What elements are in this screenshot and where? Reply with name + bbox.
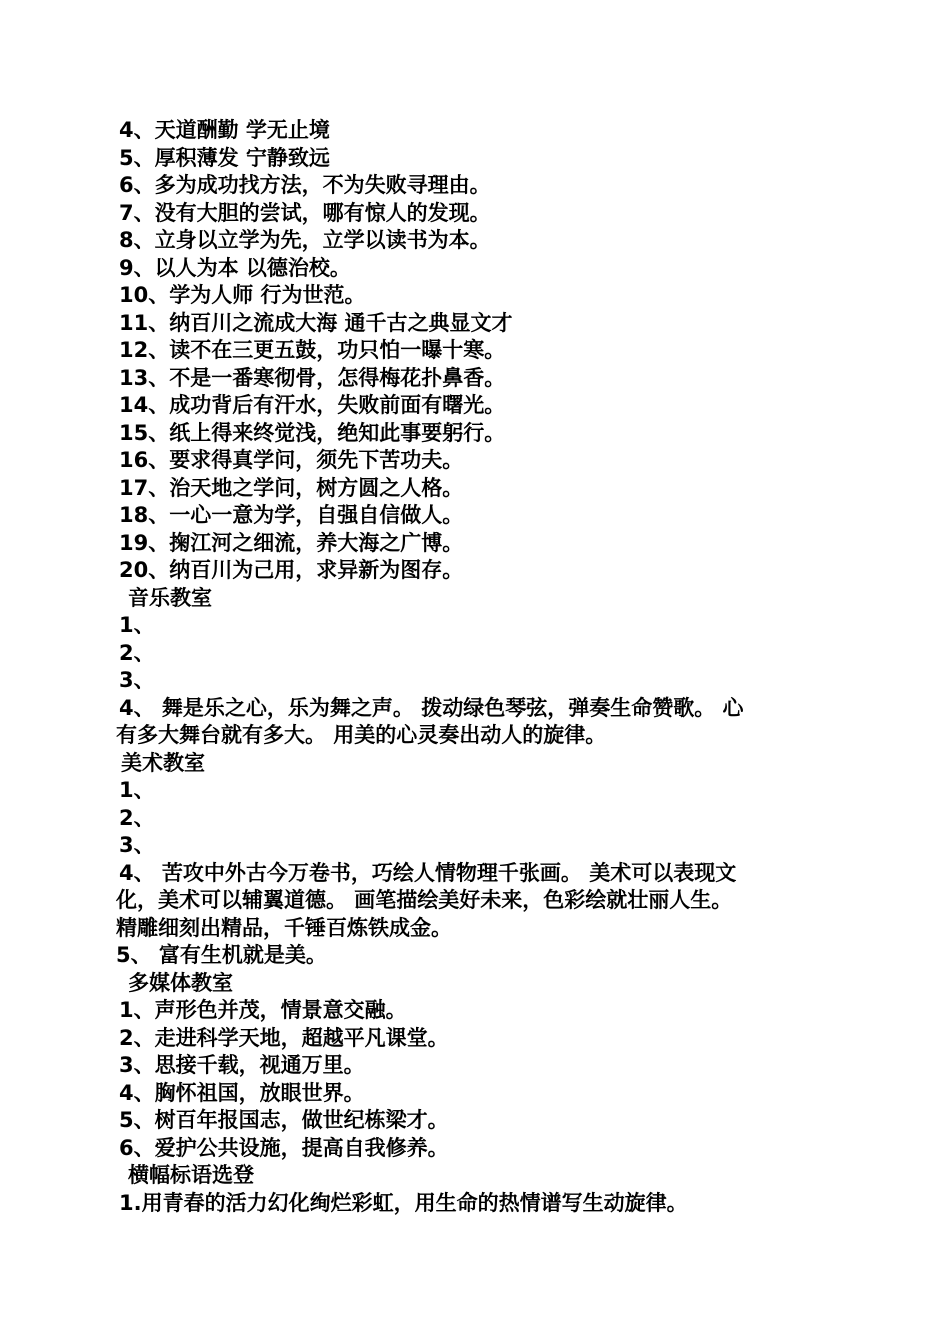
slogan-line: 16、要求得真学问，须先下苦功夫。	[119, 448, 464, 472]
section-heading-music: 音乐教室	[128, 585, 212, 610]
slogan-line: 11、纳百川之流成大海 通千古之典显文才	[119, 310, 513, 335]
list-item: 5、 富有生机就是美。	[116, 943, 327, 967]
slogan-line: 15、纸上得来终觉浅，绝知此事要躬行。	[119, 420, 506, 445]
list-item: 2、	[119, 805, 155, 830]
section-heading-multimedia: 多媒体教室	[128, 970, 233, 995]
list-item: 3、	[119, 668, 155, 692]
slogan-line: 4、天道酬勤 学无止境	[119, 118, 330, 142]
slogan-line: 6、多为成功找方法，不为失败寻理由。	[119, 173, 491, 197]
slogan-line: 17、治天地之学问，树方圆之人格。	[119, 475, 464, 500]
list-item: 1、	[119, 613, 155, 637]
section-heading-banner: 横幅标语选登	[128, 1163, 254, 1187]
list-item: 1、声形色并茂，情景意交融。	[119, 998, 407, 1022]
section-heading-art: 美术教室	[121, 750, 205, 775]
list-item: 1.用青春的活力幻化绚烂彩虹，用生命的热情谱写生动旋律。	[119, 1190, 688, 1215]
slogan-line: 8、立身以立学为先，立学以读书为本。	[119, 228, 491, 252]
slogan-line: 7、没有大胆的尝试，哪有惊人的发现。	[119, 200, 491, 225]
list-item: 3、	[119, 833, 155, 857]
slogan-line: 10、学为人师 行为世范。	[119, 283, 366, 307]
paragraph-line: 精雕细刻出精品，千锤百炼铁成金。	[116, 915, 452, 940]
list-item: 3、思接千载，视通万里。	[119, 1053, 365, 1077]
list-item: 1、	[119, 778, 155, 802]
paragraph-line: 化，美术可以辅翼道德。 画笔描绘美好未来，色彩绘就壮丽人生。	[116, 888, 733, 912]
list-item: 2、走进科学天地，超越平凡课堂。	[119, 1025, 449, 1050]
paragraph-line: 4、 舞是乐之心，乐为舞之声。 拨动绿色琴弦，弹奏生命赞歌。 心	[119, 695, 744, 720]
slogan-line: 18、一心一意为学，自强自信做人。	[119, 503, 464, 527]
slogan-line: 9、以人为本 以德治校。	[119, 255, 351, 280]
slogan-line: 13、不是一番寒彻骨，怎得梅花扑鼻香。	[119, 365, 506, 390]
list-item: 6、爱护公共设施，提高自我修养。	[119, 1135, 449, 1160]
slogan-line: 5、厚积薄发 宁静致远	[119, 145, 330, 170]
slogan-line: 20、纳百川为己用，求异新为图存。	[119, 558, 464, 582]
list-item: 5、树百年报国志，做世纪栋梁才。	[119, 1108, 449, 1132]
slogan-line: 12、读不在三更五鼓，功只怕一曝十寒。	[119, 338, 506, 362]
list-item: 4、胸怀祖国，放眼世界。	[119, 1080, 365, 1105]
slogan-line: 19、掬江河之细流，养大海之广博。	[119, 530, 464, 555]
paragraph-line: 4、 苦攻中外古今万卷书，巧绘人情物理千张画。 美术可以表现文	[119, 860, 737, 885]
paragraph-line: 有多大舞台就有多大。 用美的心灵奏出动人的旋律。	[116, 723, 607, 747]
slogan-line: 14、成功背后有汗水，失败前面有曙光。	[119, 393, 506, 417]
list-item: 2、	[119, 640, 155, 665]
